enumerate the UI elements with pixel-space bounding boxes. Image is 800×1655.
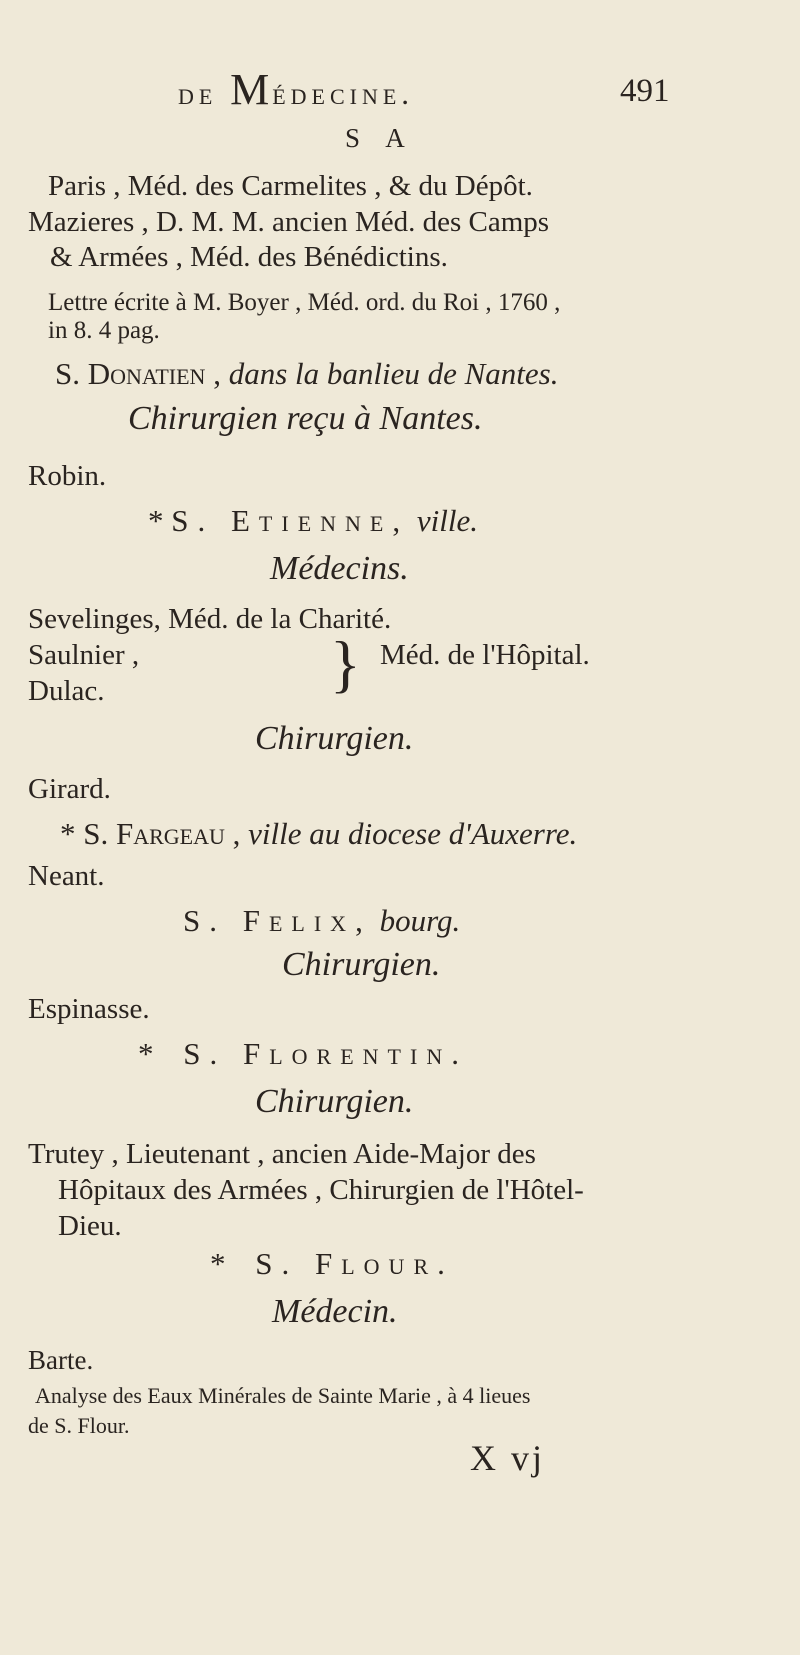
place-felix: S. Felix, bbox=[183, 903, 372, 938]
subhead-chirurgien-felix: Chirurgien. bbox=[282, 946, 441, 983]
running-head-rest: édecine. bbox=[272, 76, 415, 111]
heading-flour bbox=[210, 1248, 454, 1279]
subhead-chirurgien-florentin: Chirurgien. bbox=[255, 1083, 414, 1120]
place-fargeau: S. Fargeau , bbox=[83, 816, 241, 851]
place-donatien: S. Donatien , bbox=[55, 356, 221, 391]
desc-felix: bourg. bbox=[379, 903, 461, 938]
star-florentin: * bbox=[138, 1036, 154, 1071]
place-florentin: S. Florentin. bbox=[183, 1036, 468, 1071]
desc-fargeau: ville au diocese d'Auxerre. bbox=[248, 816, 578, 851]
heading-felix bbox=[183, 905, 460, 936]
subhead-medecin: Médecin. bbox=[272, 1293, 398, 1330]
entry-trutey: Trutey , Lieutenant , ancien Aide-Major des bbox=[28, 1138, 536, 1170]
entry-espinasse: Espinasse. bbox=[28, 993, 150, 1025]
entry-robin: Robin. bbox=[28, 460, 107, 492]
running-head-initial: M bbox=[230, 65, 273, 114]
note-lettre: Lettre écrite à M. Boyer , Méd. ord. du Roi , 1760 , bbox=[48, 289, 561, 316]
star-flour: * bbox=[210, 1246, 226, 1281]
heading-florentin bbox=[138, 1038, 468, 1069]
brace-hopital-text: Méd. de l'Hôpital. bbox=[380, 639, 590, 671]
subhead-chirurgien-etienne: Chirurgien. bbox=[255, 720, 414, 757]
page-number: 491 bbox=[620, 73, 670, 109]
entry-paris: Paris , Méd. des Carmelites , & du Dépôt. bbox=[48, 170, 533, 202]
desc-donatien: dans la banlieu de Nantes. bbox=[228, 356, 559, 391]
entry-girard: Girard. bbox=[28, 773, 111, 805]
heading-etienne bbox=[148, 505, 478, 536]
desc-etienne: ville. bbox=[416, 503, 478, 538]
entry-sevelinges: Sevelinges, Méd. de la Charité. bbox=[28, 603, 392, 635]
brace-hopital: } bbox=[330, 628, 361, 699]
star-fargeau: * bbox=[60, 816, 76, 851]
note-analyse: Analyse des Eaux Minérales de Sainte Marie , à 4 lieues bbox=[35, 1383, 531, 1408]
column-letters: S A bbox=[345, 123, 415, 153]
entry-barte: Barte. bbox=[28, 1345, 94, 1375]
place-flour: S. Flour. bbox=[255, 1246, 454, 1281]
entry-mazieres-cont: & Armées , Méd. des Bénédictins. bbox=[50, 241, 448, 273]
heading-fargeau bbox=[60, 818, 577, 849]
note-analyse-cont: de S. Flour. bbox=[28, 1413, 130, 1438]
signature-mark: X vj bbox=[470, 1438, 545, 1478]
subhead-donatien: Chirurgien reçu à Nantes. bbox=[128, 400, 483, 437]
entry-mazieres: Mazieres , D. M. M. ancien Méd. des Camps bbox=[28, 206, 550, 238]
note-lettre-cont: in 8. 4 pag. bbox=[48, 317, 160, 344]
subhead-medecins: Médecins. bbox=[270, 550, 409, 587]
heading-donatien bbox=[55, 358, 559, 389]
entry-trutey-end: Dieu. bbox=[58, 1210, 122, 1242]
entry-saulnier: Saulnier , bbox=[28, 639, 140, 671]
entry-neant: Neant. bbox=[28, 860, 105, 892]
running-head-prefix: de bbox=[178, 76, 218, 111]
star-etienne: * bbox=[148, 503, 164, 538]
entry-trutey-cont: Hôpitaux des Armées , Chirurgien de l'Hôtel- bbox=[58, 1174, 584, 1206]
running-head bbox=[178, 65, 415, 114]
place-etienne: S. Etienne, bbox=[171, 503, 410, 538]
entry-dulac: Dulac. bbox=[28, 675, 105, 707]
